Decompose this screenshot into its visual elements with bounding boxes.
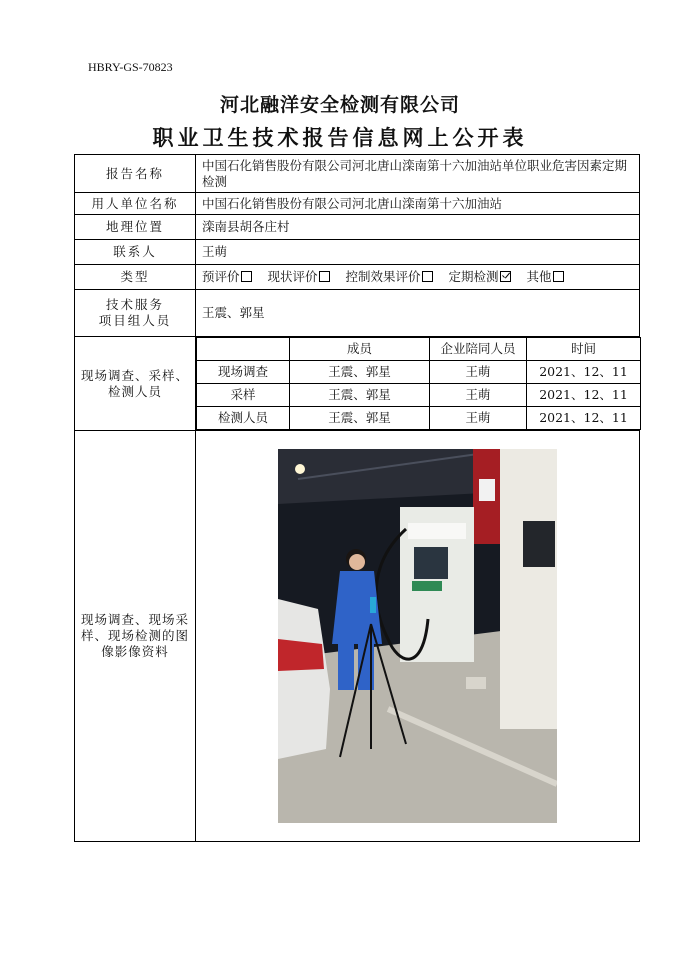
survey-table-cell (196, 337, 640, 431)
survey-header-date: 时间 (527, 338, 641, 361)
document-code: HBRY-GS-70823 (88, 60, 173, 74)
photo-cell (196, 431, 640, 842)
survey-date: 2021、12、11 (527, 384, 641, 407)
survey-escort: 王萌 (430, 384, 527, 407)
type-option-label: 其他 (526, 269, 552, 284)
employer-value: 中国石化销售股份有限公司河北唐山滦南第十六加油站 (196, 193, 640, 215)
survey-escort: 王萌 (430, 407, 527, 430)
survey-label: 现场调查、采样、检测人员 (75, 337, 196, 431)
photo-safety-sign (523, 521, 555, 567)
survey-row (197, 384, 641, 407)
type-label: 类型 (75, 265, 196, 290)
photo-floor-item (466, 677, 486, 689)
survey-header-row (197, 338, 641, 361)
row-images (75, 431, 640, 842)
checkbox-icon (553, 271, 564, 282)
type-option-other (527, 269, 564, 284)
team-label (75, 290, 196, 337)
survey-members: 王震、郭星 (290, 361, 430, 384)
contact-label: 联系人 (75, 240, 196, 265)
company-name: 河北融洋安全检测有限公司 (219, 94, 460, 116)
photo-car-taillight (278, 639, 324, 671)
photo-worker-leg-left (338, 644, 354, 690)
photo-pillar (500, 449, 557, 729)
survey-row (197, 361, 641, 384)
photo-dispenser-header (408, 523, 466, 539)
type-option-periodic-inspection (449, 269, 511, 284)
report-name-label: 报告名称 (75, 155, 196, 193)
survey-header-members: 成员 (290, 338, 430, 361)
survey-table (196, 337, 641, 430)
checkbox-icon (241, 271, 252, 282)
type-option-control-effect (346, 269, 433, 284)
survey-date: 2021、12、11 (527, 407, 641, 430)
survey-row (197, 407, 641, 430)
type-option-label: 现状评价 (267, 269, 318, 284)
photo-dispenser-screen (414, 547, 448, 579)
survey-escort: 王萌 (430, 361, 527, 384)
row-survey (75, 337, 640, 431)
row-type (75, 265, 640, 290)
checkbox-icon (422, 271, 433, 282)
row-report-name (75, 155, 640, 193)
photo-worker-face (349, 554, 365, 570)
survey-header-escort: 企业陪同人员 (430, 338, 527, 361)
photo-canopy-light (295, 464, 305, 474)
survey-members: 王震、郭星 (290, 384, 430, 407)
survey-task: 采样 (197, 384, 290, 407)
type-option-pre-assessment (202, 269, 252, 284)
report-name-value: 中国石化销售股份有限公司河北唐山滦南第十六加油站单位职业危害因素定期检测 (196, 155, 640, 193)
type-option-label: 控制效果评价 (345, 269, 421, 284)
location-label: 地理位置 (75, 215, 196, 240)
checkbox-icon (319, 271, 330, 282)
type-option-status-assessment (268, 269, 330, 284)
location-value: 滦南县胡各庄村 (196, 215, 640, 240)
team-value: 王震、郭星 (196, 290, 640, 337)
survey-members: 王震、郭星 (290, 407, 430, 430)
photo-detector-device (370, 597, 376, 613)
row-team (75, 290, 640, 337)
photo-brand-logo (479, 479, 495, 501)
disclosure-form (74, 154, 640, 842)
photo-dispenser-panel (412, 581, 442, 591)
type-option-label: 预评价 (202, 269, 240, 284)
contact-value: 王萌 (196, 240, 640, 265)
row-contact (75, 240, 640, 265)
survey-date: 2021、12、11 (527, 361, 641, 384)
site-photo (278, 449, 557, 823)
images-label: 现场调查、现场采样、现场检测的图像影像资料 (75, 431, 196, 842)
survey-header-task (197, 338, 290, 361)
document-title: 职业卫生技术报告信息网上公开表 (152, 125, 528, 150)
team-label-line1: 技术服务 (105, 297, 164, 312)
team-label-line2: 项目组人员 (98, 313, 172, 328)
survey-task: 现场调查 (197, 361, 290, 384)
type-option-label: 定期检测 (448, 269, 499, 284)
row-employer (75, 193, 640, 215)
checked-checkbox-icon (500, 271, 511, 282)
type-options (196, 265, 640, 290)
survey-task: 检测人员 (197, 407, 290, 430)
row-location (75, 215, 640, 240)
employer-label: 用人单位名称 (75, 193, 196, 215)
